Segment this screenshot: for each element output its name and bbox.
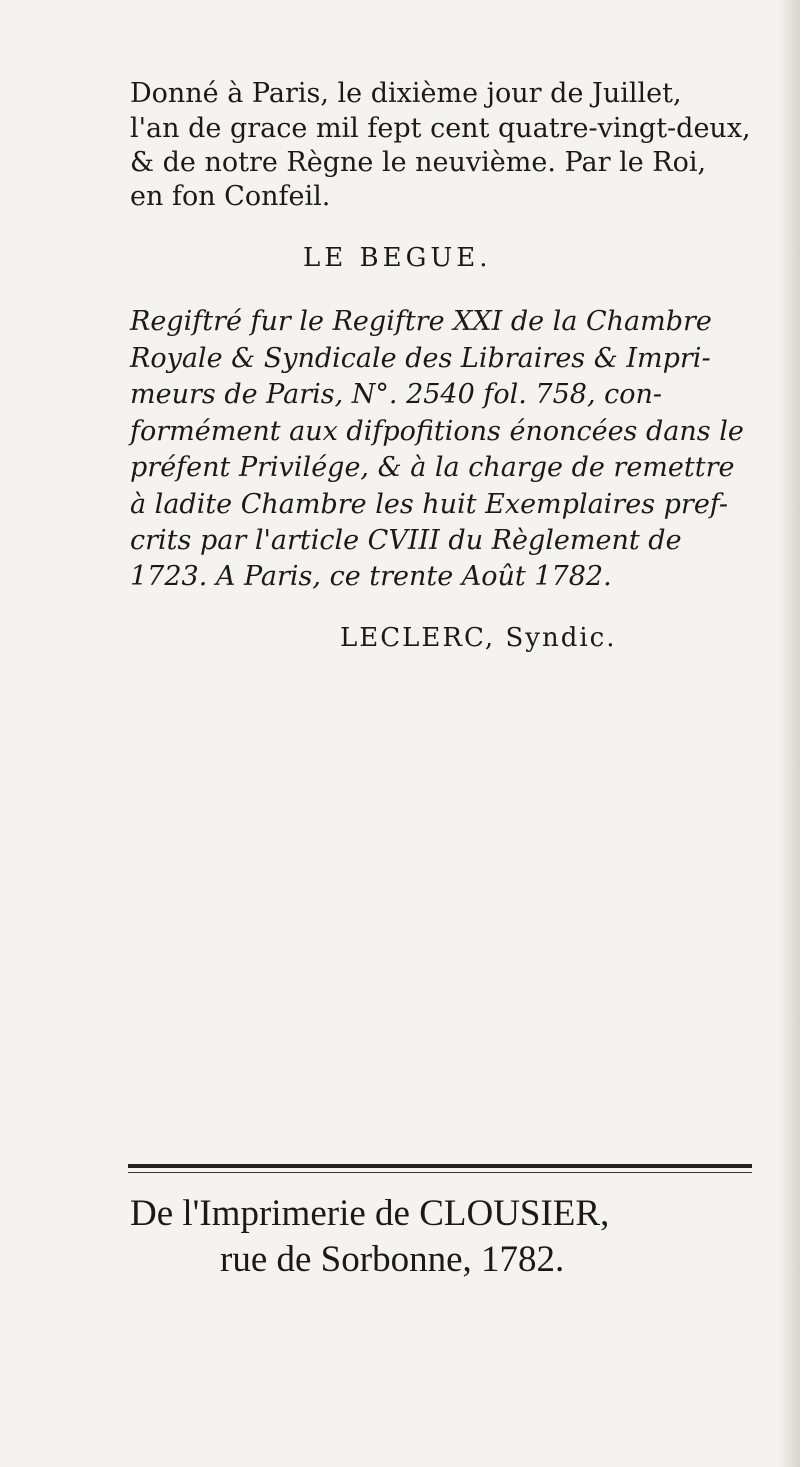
registration-line-7: crits par l'article CVIII du Règlement de <box>130 525 682 556</box>
registration-line-8: 1723. A Paris, ce trente Août 1782. <box>130 561 612 592</box>
registration-line-2: Royale & Syndicale des Libraires & Impri- <box>130 343 711 374</box>
registration-line-5: préfent Privilége, & à la charge de remettre <box>130 452 735 483</box>
registration-line-1: Regiftré fur le Regiftre XXI de la Chambre <box>130 306 712 337</box>
imprint-rule-thick <box>128 1164 752 1168</box>
imprint-rule-thin <box>128 1172 752 1173</box>
imprint-address-year: rue de Sorbonne, 1782. <box>220 1239 565 1280</box>
registration-line-3: meurs de Paris, N°. 2540 fol. 758, con- <box>130 379 662 410</box>
decree-line-2: l'an de grace mil fept cent quatre-vingt-deux, <box>130 113 751 144</box>
registration-signature: LECLERC, Syndic. <box>340 623 617 653</box>
decree-line-4: en fon Confeil. <box>130 181 331 212</box>
registration-line-4: formément aux difpofitions énoncées dans le <box>130 416 744 447</box>
decree-line-3: & de notre Règne le neuvième. Par le Roi, <box>130 147 707 178</box>
decree-signature: LE BEGUE. <box>303 243 492 273</box>
imprint-printer: De l'Imprimerie de CLOUSIER, <box>130 1193 610 1234</box>
page-edge-shadow <box>778 0 800 1467</box>
decree-line-1: Donné à Paris, le dixième jour de Juillet, <box>130 78 682 109</box>
registration-line-6: à ladite Chambre les huit Exemplaires pref- <box>130 489 728 520</box>
